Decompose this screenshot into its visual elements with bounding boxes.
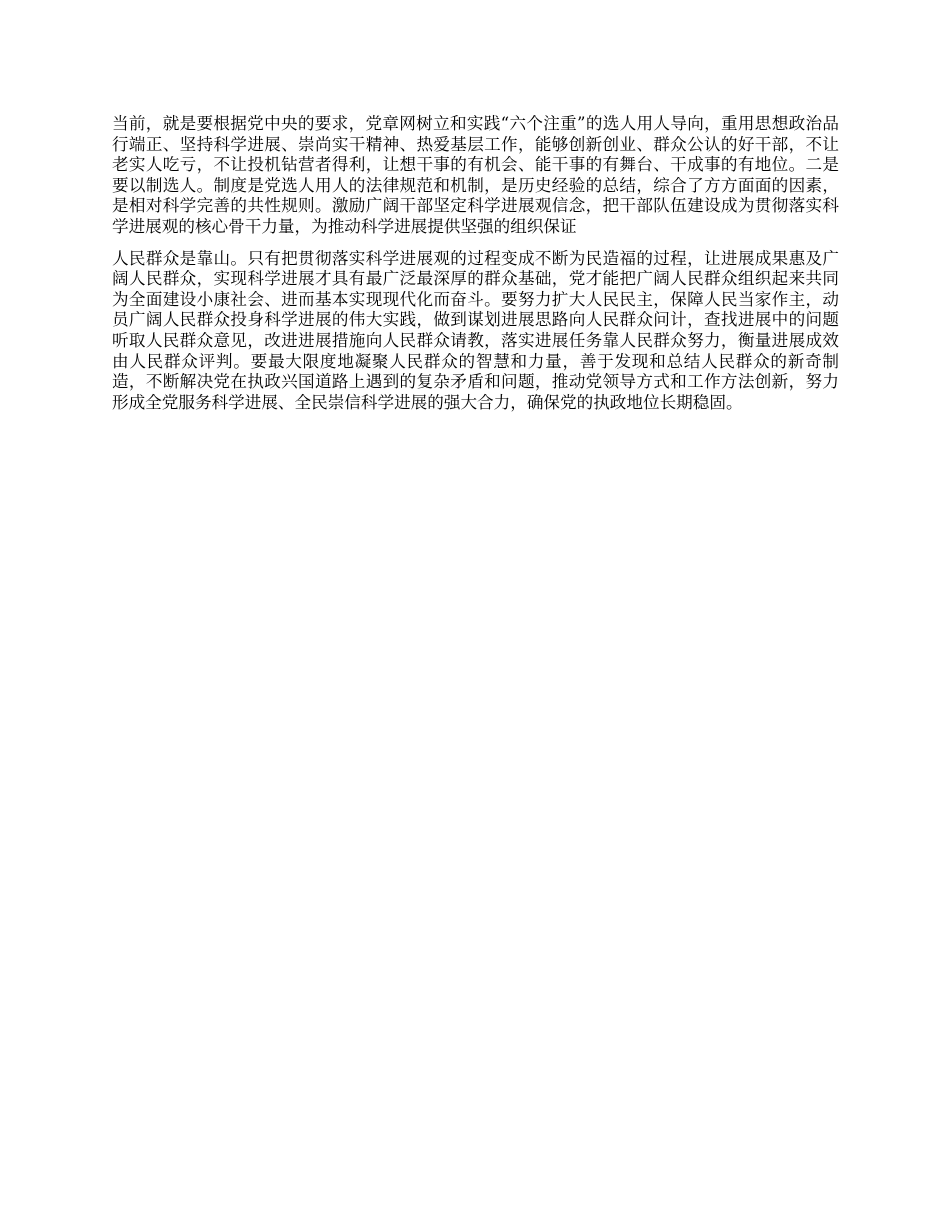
paragraph-1: 当前，就是要根据党中央的要求，党章网树立和实践“六个注重”的选人用人导向，重用思想政治品行端正、坚持科学进展、崇尚实干精神、热爱基层工作，能够创新创业、群众公认的好干部，不让老实人吃亏，不让投机钻营者得利，让想干事的有机会、能干事的有舞台、干成事的有地位。二是要以制选人。制度是党选人用人的法律规范和机制，是历史经验的总结，综合了方方面面的因素，是相对科学完善的共性规则。激励广阔干部坚定科学进展观信念，把干部队伍建设成为贯彻落实科学进展观的核心骨干力量，为推动科学进展提供坚强的组织保证 — [112, 114, 839, 236]
paragraph-2: 人民群众是靠山。只有把贯彻落实科学进展观的过程变成不断为民造福的过程，让进展成果惠及广阔人民群众，实现科学进展才具有最广泛最深厚的群众基础，党才能把广阔人民群众组织起来共同为全面建设小康社会、进而基本实现现代化而奋斗。要努力扩大人民民主，保障人民当家作主，动员广阔人民群众投身科学进展的伟大实践，做到谋划进展思路向人民群众问计，查找进展中的问题听取人民群众意见，改进进展措施向人民群众请教，落实进展任务靠人民群众努力，衡量进展成效由人民群众评判。要最大限度地凝聚人民群众的智慧和力量，善于发现和总结人民群众的新奇制造，不断解决党在执政兴国道路上遇到的复杂矛盾和问题，推动党领导方式和工作方法创新，努力形成全党服务科学进展、全民崇信科学进展的强大合力，确保党的执政地位长期稳固。 — [112, 248, 839, 412]
document-page — [112, 114, 839, 413]
